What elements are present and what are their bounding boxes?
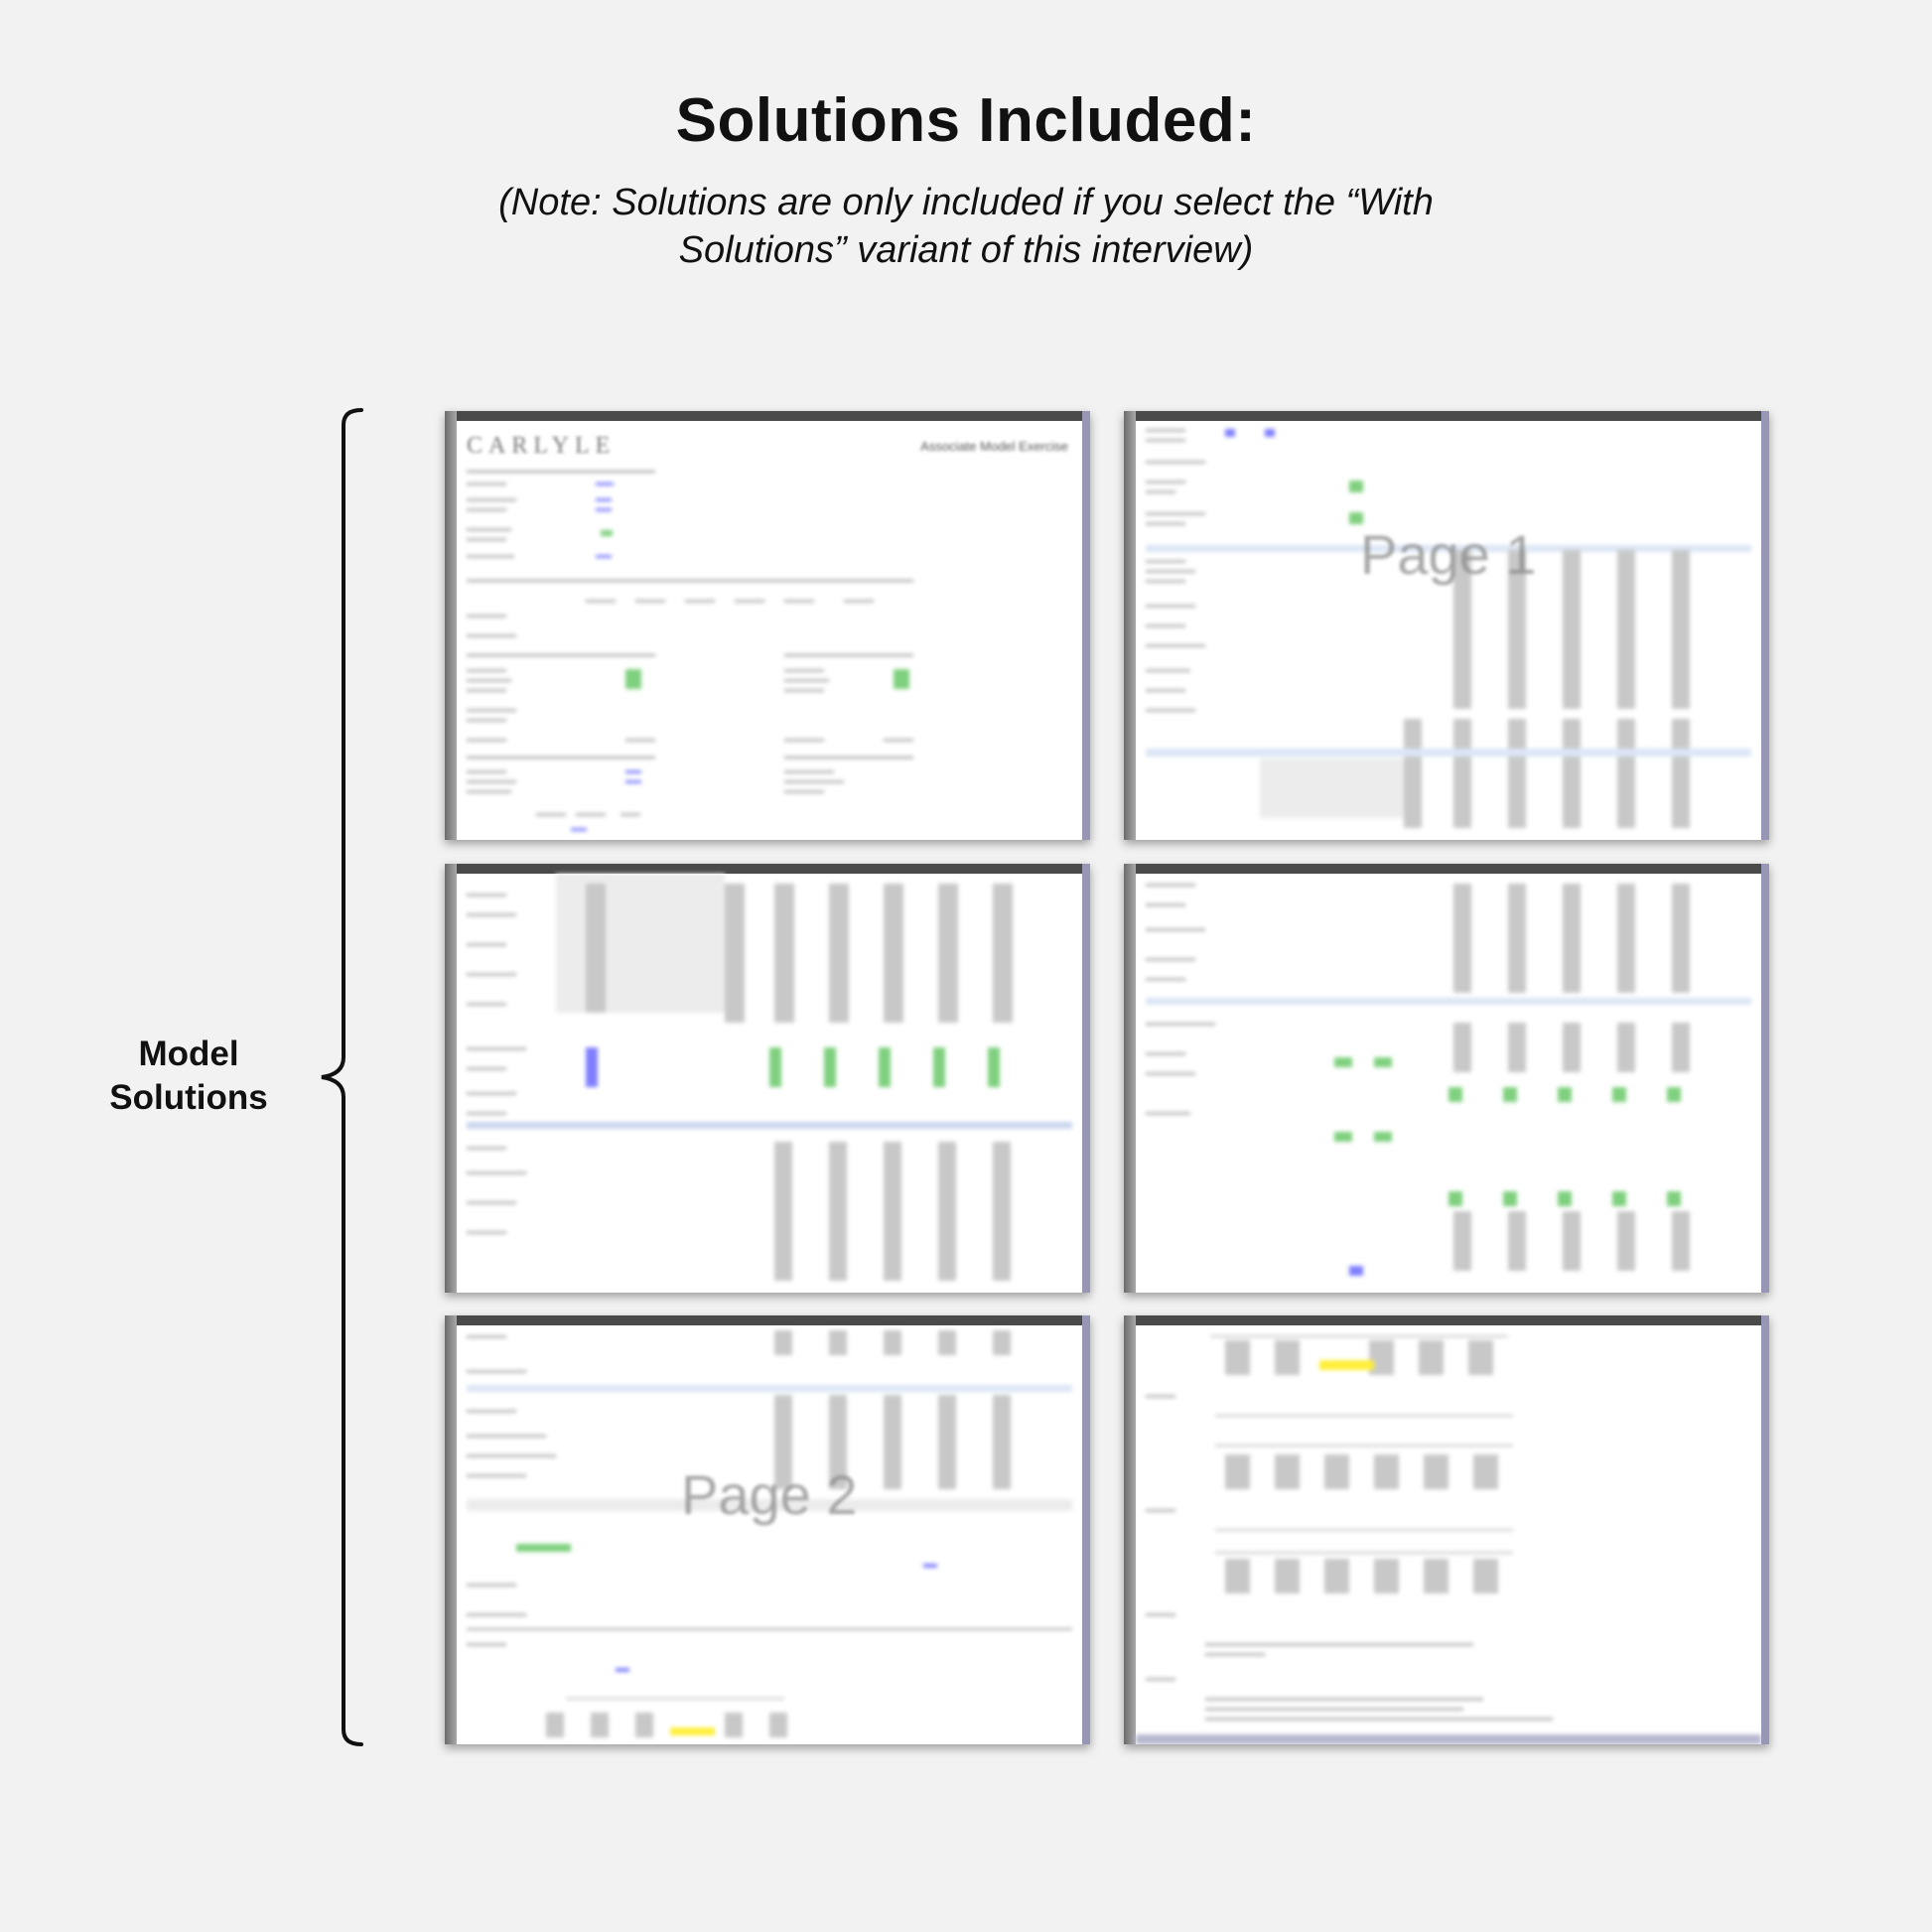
label-line-2: Solutions	[109, 1078, 268, 1117]
curly-brace-icon	[316, 407, 365, 1747]
page-1-watermark: Page 1	[1360, 523, 1537, 586]
note-line-1: (Note: Solutions are only included if you select the “With	[498, 182, 1434, 223]
spreadsheet-preview	[1136, 421, 1761, 840]
spreadsheet-preview	[1136, 1325, 1761, 1744]
solution-thumbnail-1	[445, 411, 1090, 840]
sheet-title: Associate Model Exercise	[920, 439, 1068, 454]
solution-thumbnail-5	[445, 1315, 1090, 1744]
solutions-note	[370, 179, 1562, 274]
note-line-2: Solutions” variant of this interview)	[678, 229, 1254, 271]
solution-thumbnail-3	[445, 864, 1090, 1293]
page-title: Solutions Included:	[675, 86, 1257, 155]
solution-thumbnail-4	[1124, 864, 1769, 1293]
spreadsheet-preview	[457, 1325, 1082, 1744]
carlyle-logo: CARLYLE	[467, 433, 617, 459]
spreadsheet-preview	[457, 421, 1082, 840]
model-solutions-label	[69, 1033, 308, 1120]
solution-thumbnail-6	[1124, 1315, 1769, 1744]
page-2-watermark: Page 2	[681, 1463, 858, 1526]
label-line-1: Model	[138, 1035, 239, 1073]
spreadsheet-preview	[457, 874, 1082, 1293]
solution-thumbnail-2	[1124, 411, 1769, 840]
spreadsheet-preview	[1136, 874, 1761, 1293]
